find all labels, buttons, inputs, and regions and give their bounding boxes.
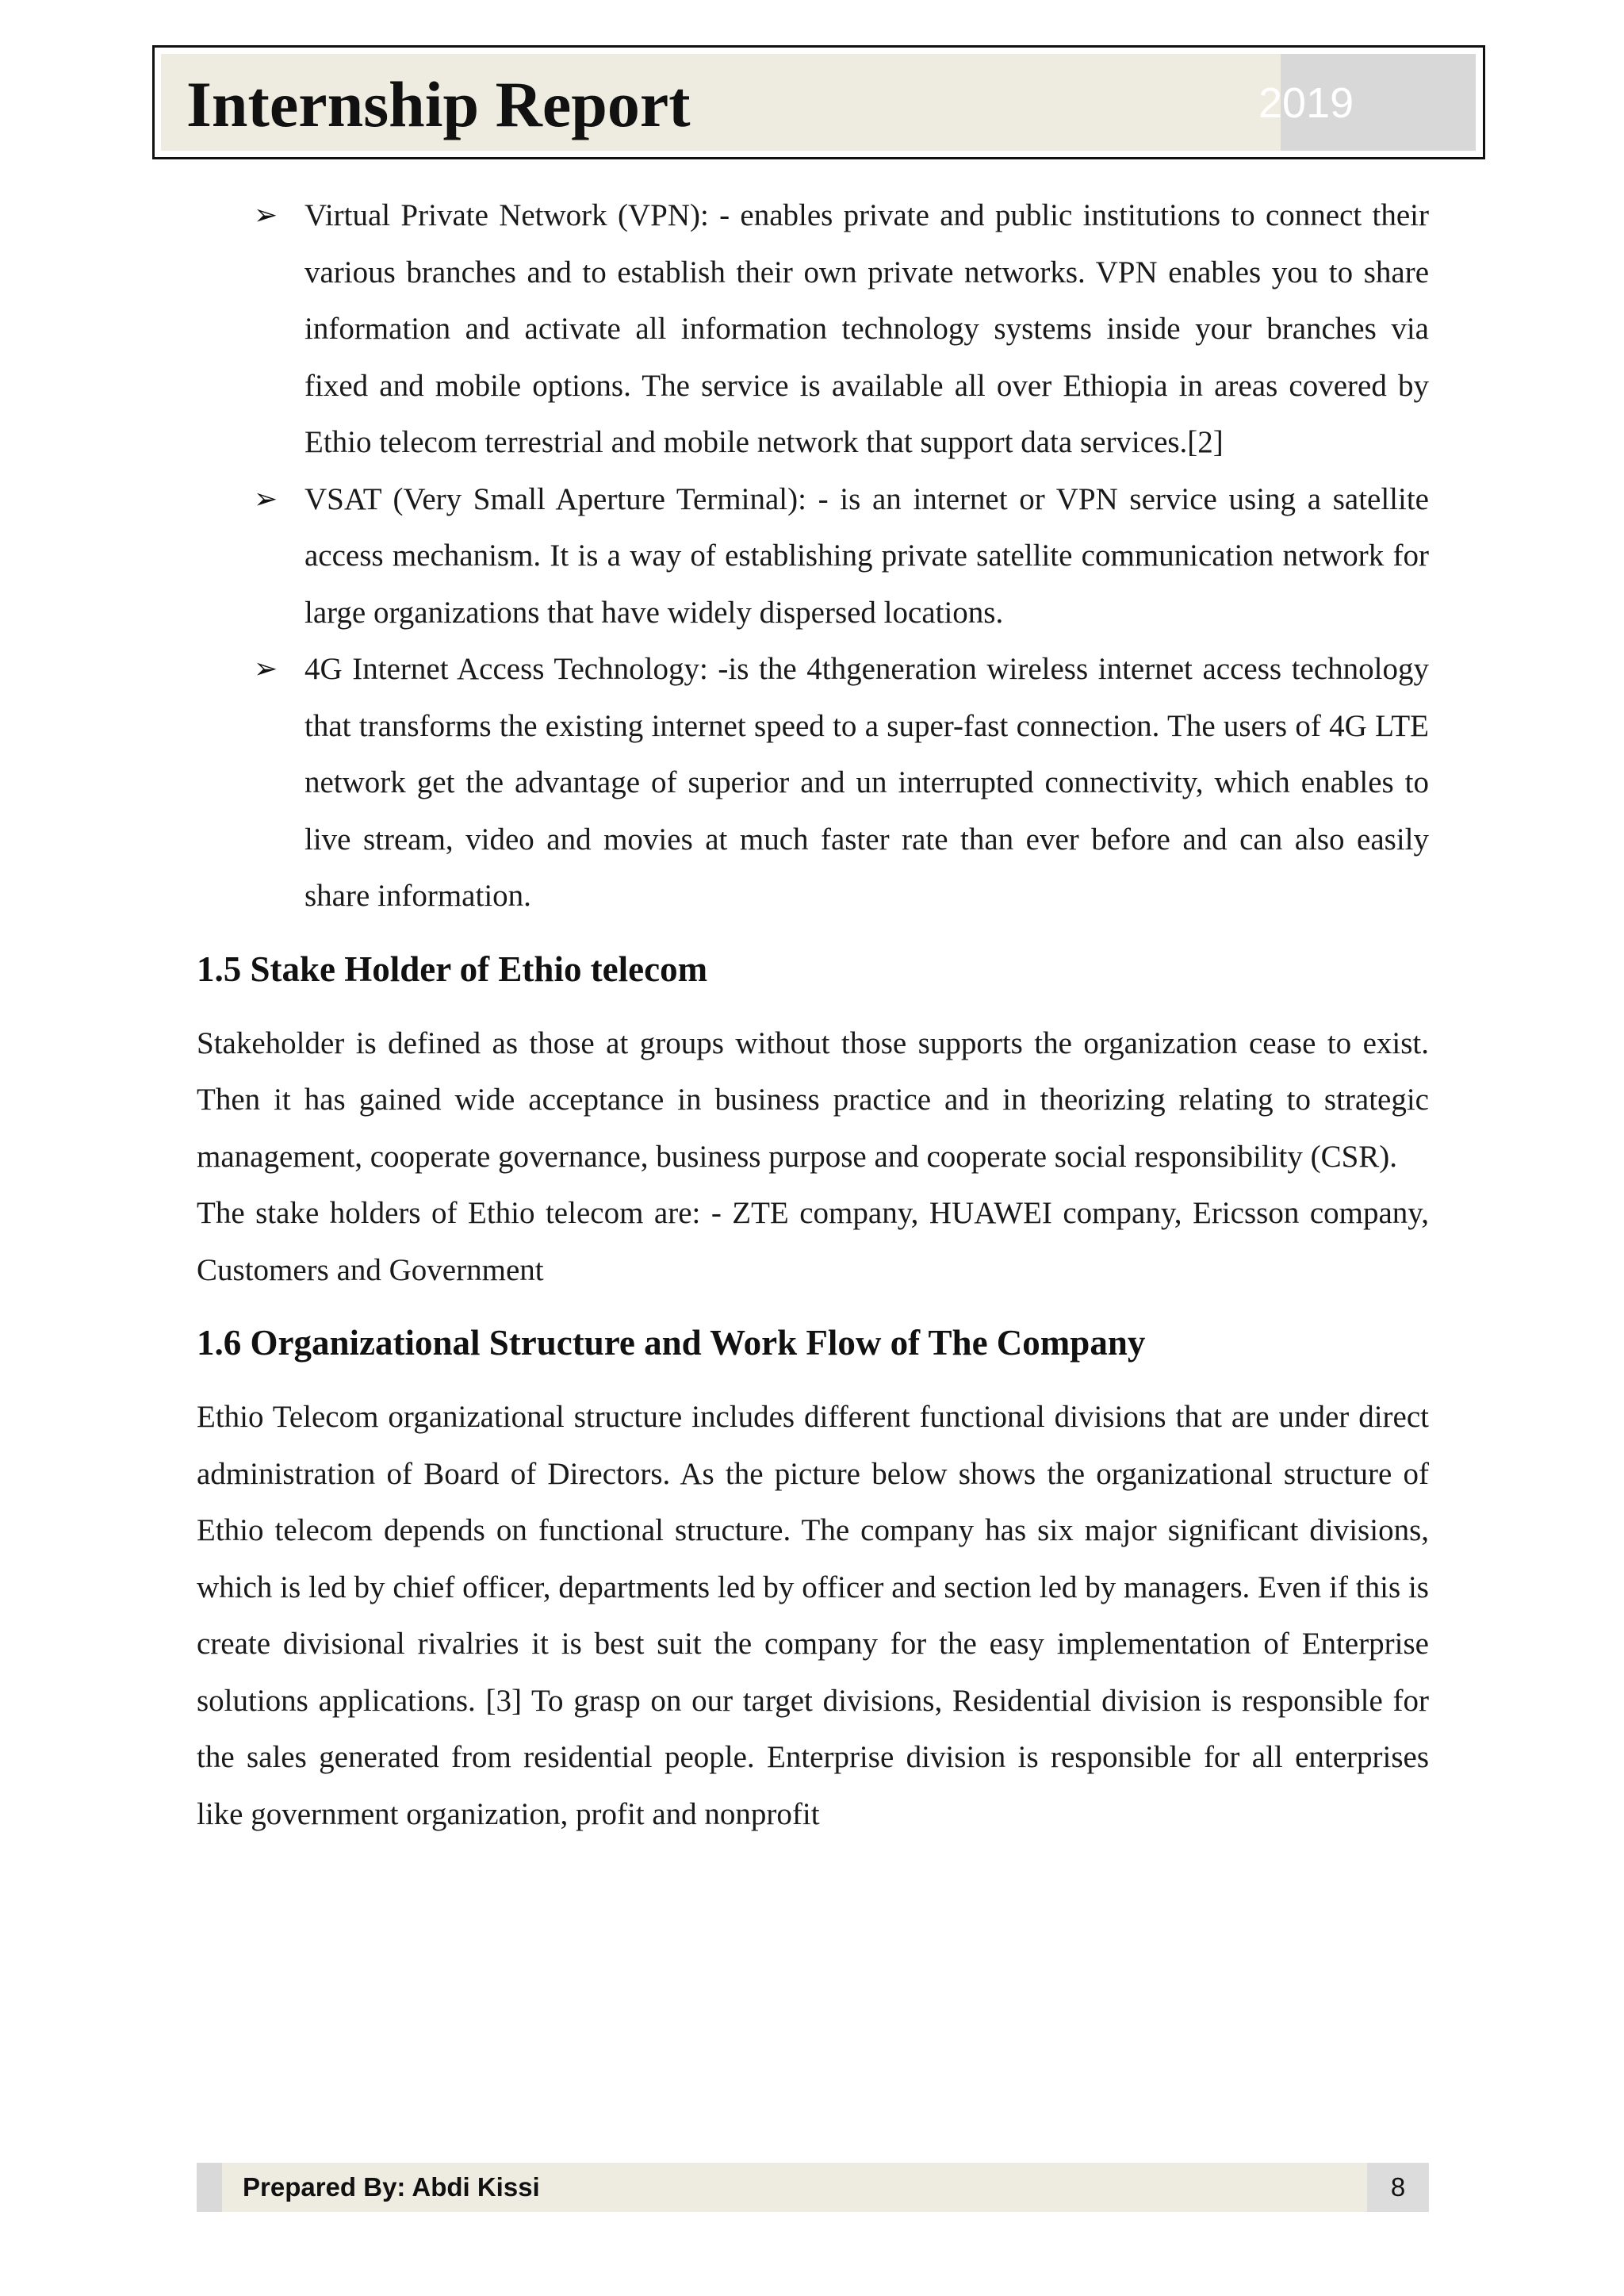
page-header: [152, 45, 1485, 159]
bullet-text: Virtual Private Network (VPN): - enables private and public institutions to connect their various branches and to establish their own private networks. VPN enables you to share information and activate all information technology systems inside your branches via fixed and mobile options. The service is available all over Ethiopia in areas covered by Ethio telecom terrestrial and mobile network that support data services.[2]: [304, 198, 1429, 459]
section-heading-stakeholders: 1.5 Stake Holder of Ethio telecom: [197, 949, 708, 989]
section-heading-org-structure: 1.6 Organizational Structure and Work Flow of The Company: [197, 1323, 1146, 1363]
page-number: 8: [1390, 2172, 1406, 2202]
stakeholder-definition-paragraph: Stakeholder is defined as those at groups without those supports the organization cease to exist. Then it has gained wide acceptance in business practice and in theorizing relating to strategic management, cooperate governance, business purpose and cooperate social responsibility (CSR).: [197, 1025, 1429, 1174]
stakeholder-list-paragraph: The stake holders of Ethio telecom are: - ZTE company, HUAWEI company, Ericsson company, Customers and Government: [197, 1196, 1429, 1287]
page-content: [197, 187, 1429, 1842]
header-title-cell: [161, 54, 1382, 151]
page-footer: [197, 2163, 1429, 2212]
arrow-bullet-icon: ➢: [254, 653, 278, 685]
bullet-item-vsat: [197, 471, 1429, 642]
page-number-cell: [1367, 2163, 1429, 2212]
arrow-bullet-icon: ➢: [254, 199, 278, 232]
report-title: Internship Report: [186, 68, 691, 140]
report-year: 2019: [1258, 79, 1354, 127]
service-bullet-list: [197, 187, 1429, 925]
bullet-text: VSAT (Very Small Aperture Terminal): - is an internet or VPN service using a satellite access mechanism. It is a way of establishing private satellite communication network for large organizations that have widely dispersed locations.: [304, 481, 1429, 630]
prepared-by-label: Prepared By: Abdi Kissi: [243, 2172, 540, 2202]
bullet-text: 4G Internet Access Technology: -is the 4thgeneration wireless internet access technology that transforms the existing internet speed to a super-fast connection. The users of 4G LTE network get the advantage of superior and un interrupted connectivity, which enables to live stream, video and movies at much faster rate than ever before and can also easily share information.: [304, 652, 1429, 913]
footer-accent-bar: [197, 2163, 222, 2212]
bullet-item-vpn: [197, 187, 1429, 471]
bullet-item-4g: [197, 641, 1429, 925]
org-structure-paragraph: Ethio Telecom organizational structure includes different functional divisions that are under direct administration of Board of Directors. As the picture below shows the organizational structure of Ethio telecom depends on functional structure. The company has six major significant divisions, which is led by chief officer, departments led by officer and section led by managers. Even if this is create divisional rivalries it is best suit the company for the easy implementation of Enterprise solutions applications. [3] To grasp on our target divisions, Residential division is responsible for the sales generated from residential people. Enterprise division is responsible for all enterprises like government organization, profit and nonprofit: [197, 1400, 1429, 1831]
arrow-bullet-icon: ➢: [254, 482, 278, 516]
